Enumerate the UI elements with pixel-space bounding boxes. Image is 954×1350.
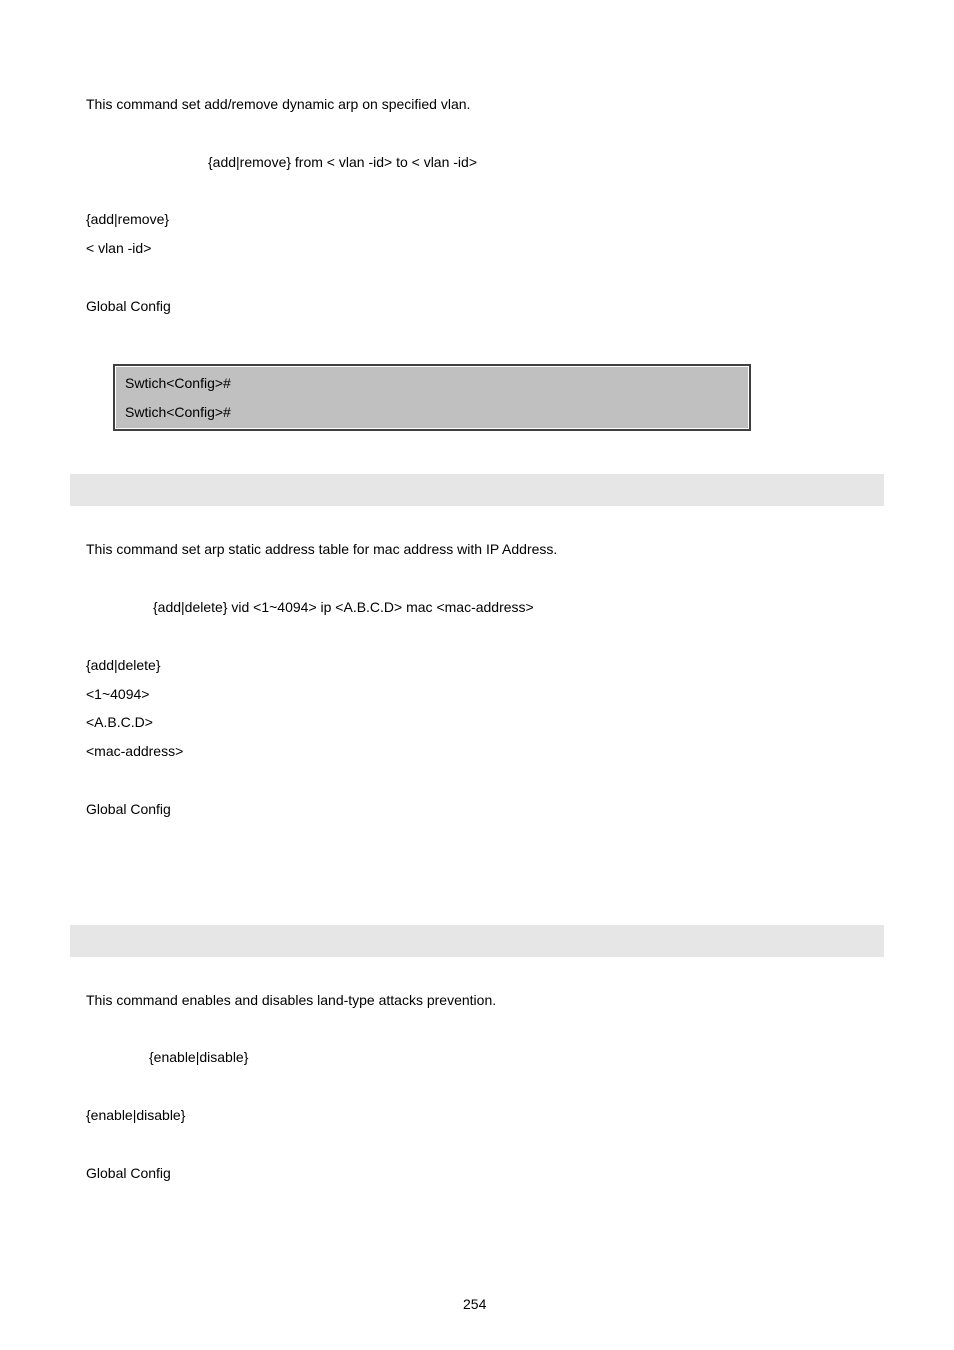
example-box <box>113 364 751 431</box>
section2-description: This command set arp static address table for mac address with IP Address. <box>86 541 558 557</box>
section2-param-2: <1~4094> <box>86 686 150 702</box>
section1-syntax: {add|remove} from < vlan -id> to < vlan -id> <box>208 154 478 170</box>
section1-param-2: < vlan -id> <box>86 240 152 256</box>
section2-param-3: <A.B.C.D> <box>86 714 153 730</box>
section1-param-1: {add|remove} <box>86 211 170 227</box>
section3-syntax: {enable|disable} <box>149 1049 249 1065</box>
section3-description: This command enables and disables land-type attacks prevention. <box>86 992 497 1008</box>
section2-header-band <box>70 474 884 506</box>
section2-param-1: {add|delete} <box>86 657 161 673</box>
example-line-1: Swtich<Config># <box>125 375 231 391</box>
section3-header-band <box>70 925 884 957</box>
section1-mode: Global Config <box>86 298 171 314</box>
section2-param-4: <mac-address> <box>86 743 184 759</box>
page-number: 254 <box>463 1296 487 1312</box>
section3-param-1: {enable|disable} <box>86 1107 186 1123</box>
example-line-2: Swtich<Config># <box>125 404 231 420</box>
section2-mode: Global Config <box>86 801 171 817</box>
section2-syntax: {add|delete} vid <1~4094> ip <A.B.C.D> mac <mac-address> <box>153 599 534 615</box>
section1-description: This command set add/remove dynamic arp on specified vlan. <box>86 96 471 112</box>
section3-mode: Global Config <box>86 1165 171 1181</box>
